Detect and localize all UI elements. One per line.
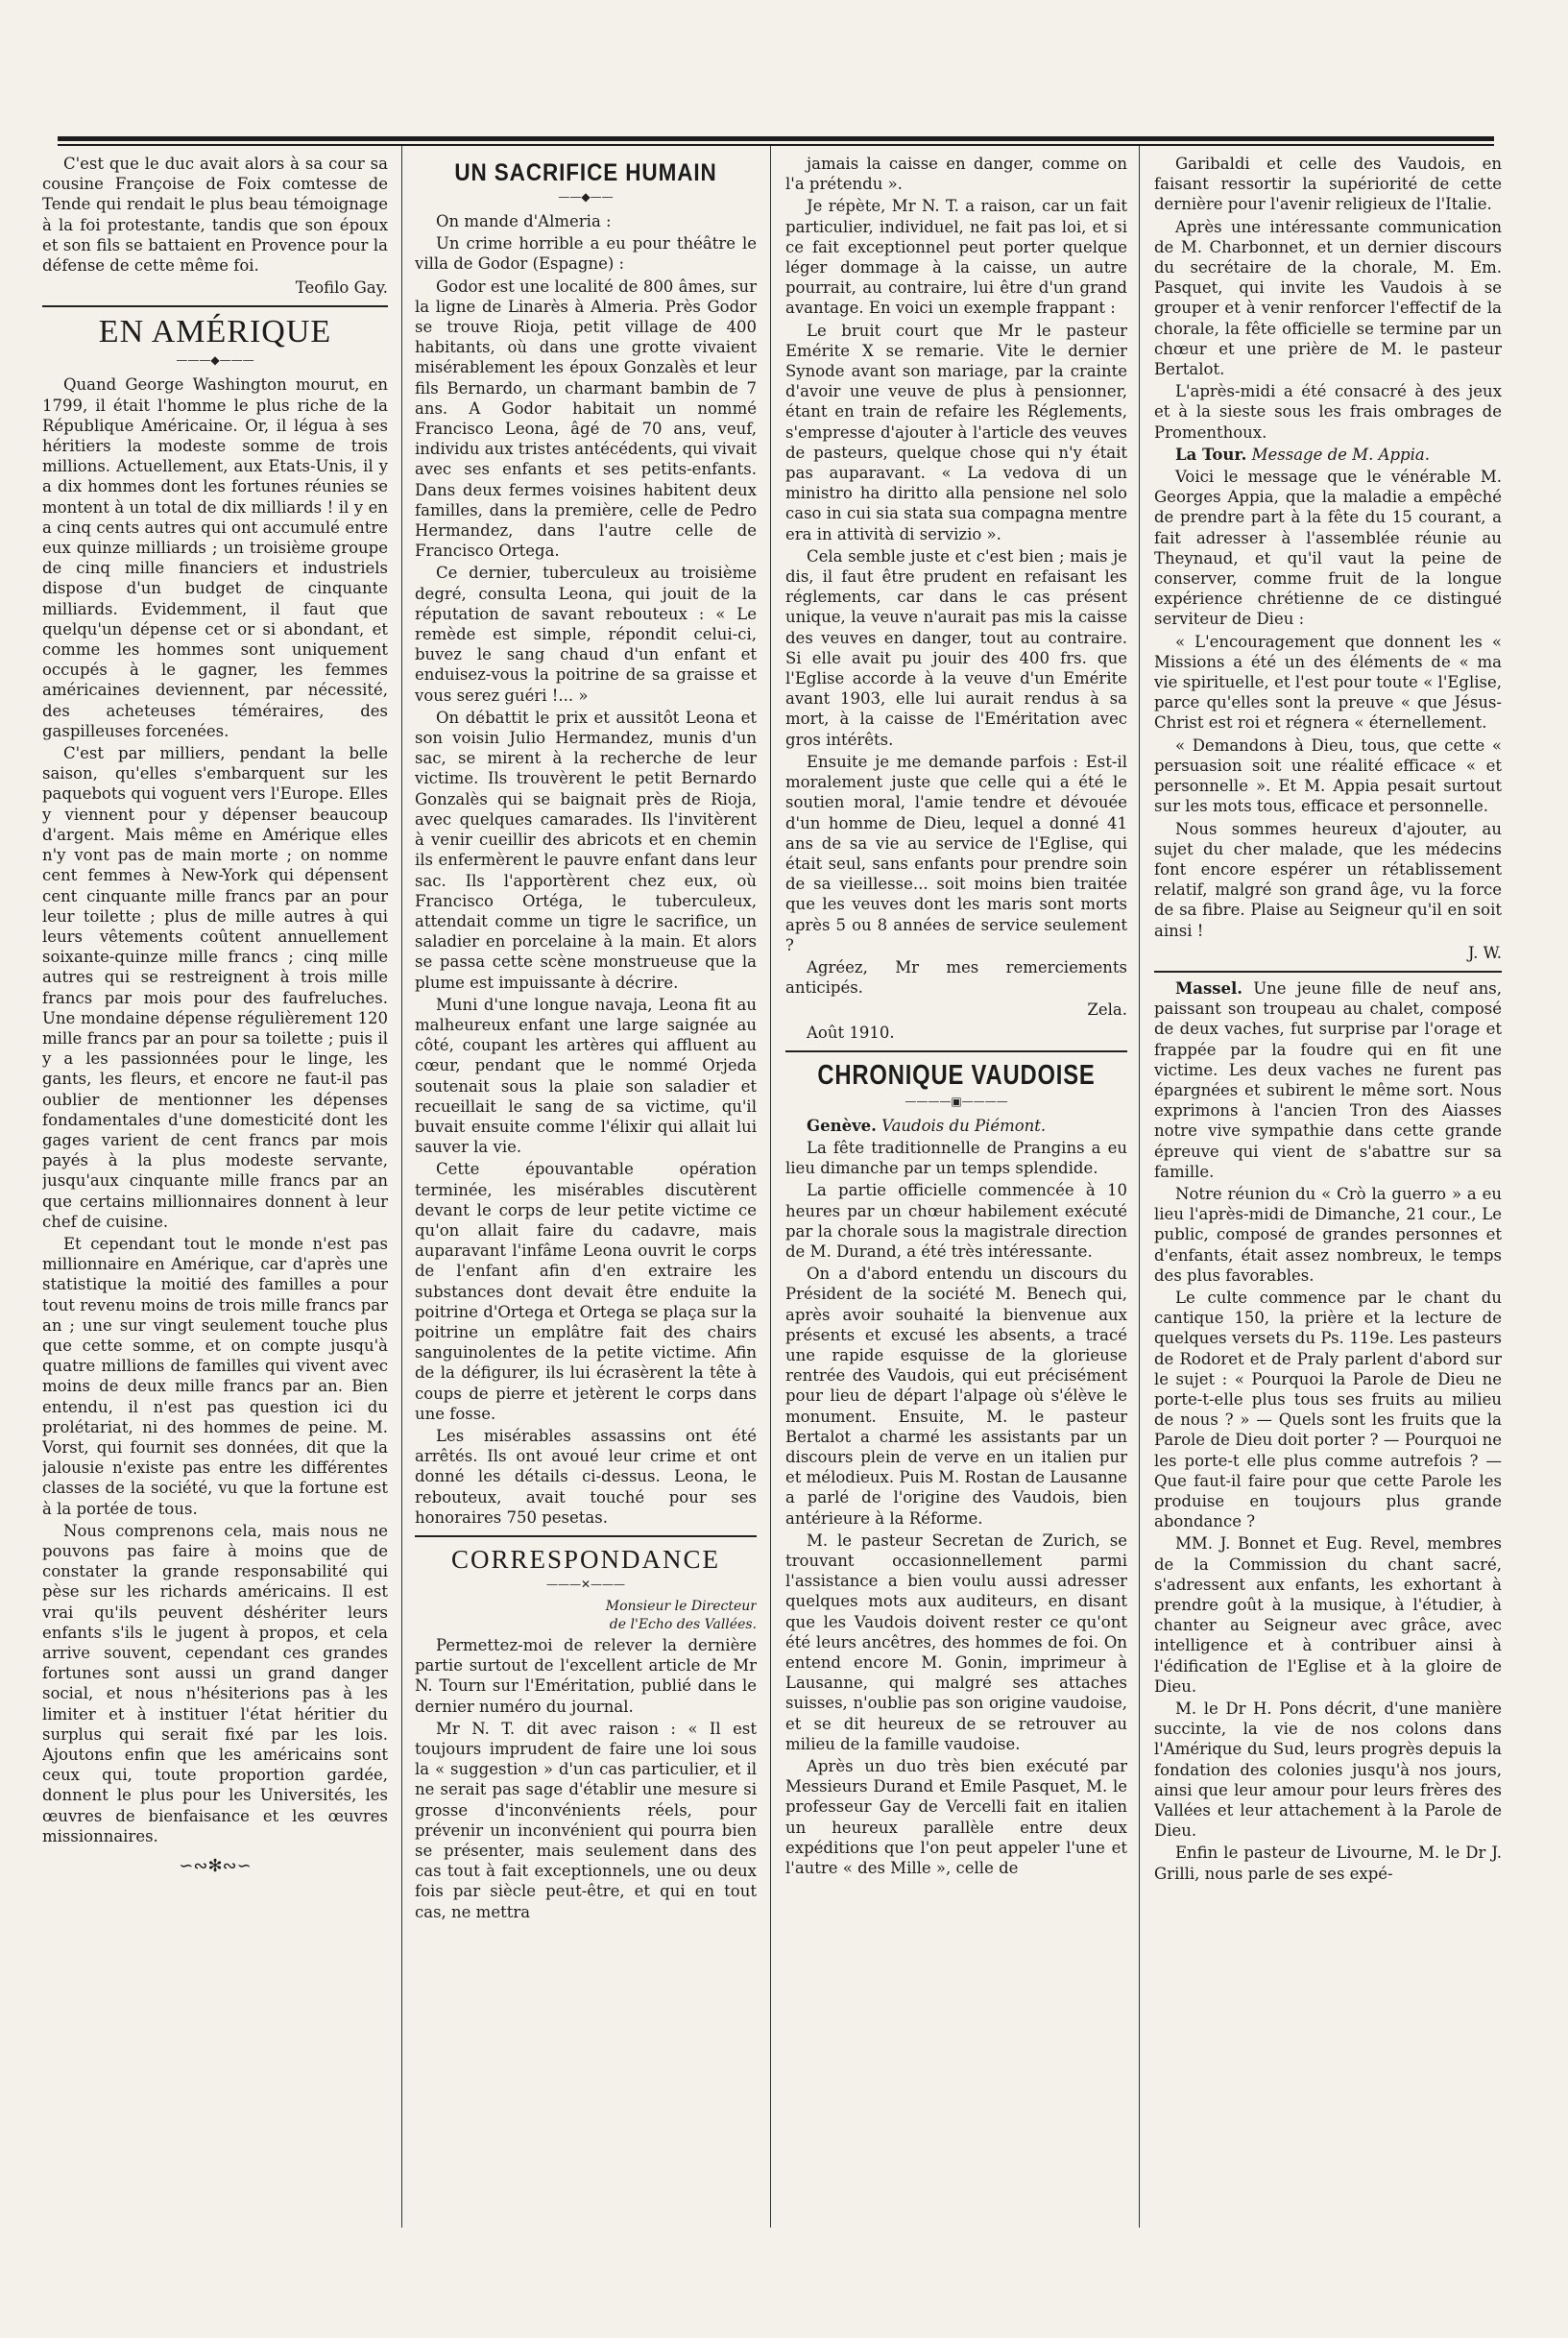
article-paragraph: « L'encouragement que donnent les « Missions a été un des éléments de « ma vie spirituelle, et l'est pour toute « l'Eglise, parce qu'elles sont la preuve « que Jésus-Christ est roi et régnera « éternellement. [1154,632,1502,733]
addressee-line: de l'Echo des Vallées. [609,1617,757,1632]
article-paragraph: Ce dernier, tuberculeux au troisième degré, consulta Leona, qui jouit de la réputation de savant rebouteux : « Le remède est simple, répondit celui-ci, buvez le sang chaud d'un enfant et enduisez-vous la poitrine de sa graisse et vous serez guéri !... » [415,564,757,705]
article-paragraph: Agréez, Mr mes remerciements anticipés. [785,957,1127,998]
column-divider [1139,146,1140,2228]
article-paragraph [785,1116,1127,1136]
title-ornament: ——◆—— [558,190,614,204]
end-ornament: ∽∾✻∾∽ [179,1856,252,1877]
section-separator [415,1535,757,1537]
article-paragraph: Godor est une localité de 800 âmes, sur la ligne de Linarès à Almeria. Près Godor se trouve Rioja, petit village de 400 habitants, où dans une grotte vivaient misérablement les époux Gonzalès et leur fils Bernardo, un charmant bambin de 7 ans. A Godor habitait un nommé Francisco Leona, âgé de 70 ans, veuf, individu aux tristes antécédents, qui vivait avec ses enfants et ses petits-enfants. Dans deux fermes voisines habitent deux familles, dans la première, celle de Pedro Hermandez, dans l'autre celle de Francisco Ortega. [415,277,757,561]
article-paragraph: Garibaldi et celle des Vaudois, en faisant ressortir la supériorité de cette dernière pour l'avenir religieux de l'Italie. [1154,155,1502,214]
column-1 [42,154,388,2218]
article-paragraph [1154,978,1502,1182]
article-paragraph: Muni d'une longue navaja, Leona fit au malheureux enfant une large saignée au côté, coupant les artères qui affluent au cœur, pendant que le nommé Orjeda soutenait sous la plaie son saladier et recueillait le sang de sa victime, qu'il buvait ensuite comme l'élixir qui allait lui sauver la vie. [415,995,757,1157]
section-separator [785,1050,1127,1052]
article-paragraph [1154,445,1502,465]
top-rule-thick [58,136,1494,141]
letter-date: Août 1910. [807,1023,895,1042]
article-paragraph: On débattit le prix et aussitôt Leona et son voisin Julio Hermandez, munis d'un sac, se mirent à la recherche de leur victime. Ils trouvèrent le petit Bernardo Gonzalès qui se baignait près de Rioja, avec quelques camarades. Ils l'invitèrent à venir cueillir des abricots et en chemin ils enfermèrent le pauvre enfant dans leur sac. Ils l'apportèrent chez eux, où Francisco Ortéga, le tuberculeux, attendait comme un tigre le sacrifice, un saladier en porcelaine à la main. Et alors se passa cette scène monstrueuse que la plume est impuissante à décrire. [415,708,757,992]
section-separator [42,305,388,307]
article-paragraph: Ensuite je me demande parfois : Est-il moralement juste que celle qui a été le soutien moral, l'amie tendre et dévouée d'un homme de Dieu, lequel a donné 41 ans de sa vie au service de l'Eglise, qui était seul, sans enfants pour prendre soin de sa vieillesse... soit moins bien traitée que les veuves dont les maris sont morts après 5 ou 8 années de service seulement ? [785,752,1127,954]
column-3 [785,154,1127,2218]
article-paragraph: Quand George Washington mourut, en 1799, il était l'homme le plus riche de la République Américaine. Or, il légua à ses héritiers la modeste somme de trois millions. Actuellement, aux Etats-Unis, il y a dix hommes dont les fortunes réunies se montent à un total de dix milliards ! il y en a cinq cents autres qui ont accumulé entre eux quinze milliards ; un troisième groupe de cinq mille financiers et industriels dispose d'un budget de cinquante milliards. Evidemment, il faut que quelqu'un dépense cet or si abondant, et comme les hommes sont uniquement occupés à le gagner, les femmes américaines deviennent, par nécessité, des acheteuses téméraires, des gaspilleuses forcenées. [42,375,388,740]
article-paragraph: jamais la caisse en danger, comme on l'a prétendu ». [785,155,1127,194]
title-ornament: ———◆——— [176,353,254,368]
article-title-chronique-vaudoise: CHRONIQUE VAUDOISE [817,1059,1096,1091]
place-name: Genève. [807,1116,877,1135]
addressee-line: Monsieur le Directeur [605,1599,757,1614]
column-divider [770,146,771,2228]
article-paragraph: C'est par milliers, pendant la belle saison, qu'elles s'embarquent sur les paquebots qui voguent vers l'Europe. Elles y viennent pour y dépenser beaucoup d'argent. Mais même en Amérique elles n'y vont pas de main morte ; on nomme cent femmes à New-York qui dépensent cent cinquante mille francs par an pour leur toilette ; plus de mille autres à qui leurs vêtements coûtent annuellement soixante-quinze mille francs ; cinq mille autres qui se restreignent à trois mille francs par mois pour des faufreluches. Une mondaine dépense régulièrement 120 mille francs par an pour sa toilette ; puis il y a les passionnées pour le linge, les gants, les fleurs, et encore ne faut-il pas oublier de mentionner les dépenses fondamentales d'une domesticité dont les gages varient de cent francs par mois payés à la plus modeste servante, jusqu'aux cinquante mille francs par an que certains millionnaires donnent à leur chef de cuisine. [42,744,388,1231]
article-title-en-amerique: EN AMÉRIQUE [98,314,332,350]
column-4 [1154,154,1502,2218]
column-divider [401,146,402,2228]
article-paragraph: Voici le message que le vénérable M. Georges Appia, que la maladie a empêché de prendre part à la fête du 15 courant, a fait adresser à l'assemblée réunie au Theynaud, et qu'il vaut la peine de conserver, comme fruit de la longue expérience chrétienne de ce distingué serviteur de Dieu : [1154,468,1502,629]
article-paragraph: « Demandons à Dieu, tous, que cette « persuasion soit une réalité efficace « et personnelle ». Et M. Appia pesait surtout sur les mots tous, efficace et personnelle. [1154,735,1502,816]
place-name: Massel. [1175,978,1243,998]
author-signature: Teofilo Gay. [295,278,388,298]
article-paragraph: MM. J. Bonnet et Eug. Revel, membres de la Commission du chant sacré, s'adressent aux enfants, les exhortant à prendre goût à la musique, à l'étudier, à chanter au Seigneur avec grâce, avec intelligence et à contribuer ainsi à l'édification de l'Eglise et à la gloire de Dieu. [1154,1534,1502,1696]
article-title-sacrifice-humain: UN SACRIFICE HUMAIN [454,159,717,186]
article-paragraph: Après une intéressante communication de M. Charbonnet, et un dernier discours du secrétaire de la chorale, M. Em. Pasquet, qui invite les Vaudois à se grouper et à venir renforcer l'effectif de la chorale, la fête officielle se termine par un chœur et une prière de M. le pasteur Bertalot. [1154,217,1502,379]
top-rule-thin [58,144,1494,146]
title-ornament: ———✕——— [545,1578,626,1591]
article-paragraph: Le bruit court que Mr le pasteur Emérite X se remarie. Vite le dernier Synode avant son mariage, par la crainte d'avoir une veuve de plus à pensionner, étant en train de refaire les Réglements, s'empresse d'ajouter à l'article des veuves de pasteurs, quelque chose qui n'y était pas auparavant. « La vedova di un ministro ha diritto alla pensione nel solo caso in cui sia stata sua compagna mentre era in attività di servizio ». [785,321,1127,543]
column-2 [415,154,757,2218]
article-paragraph: Je répète, Mr N. T. a raison, car un fait particulier, individuel, ne fait pas loi, et si ce fait exceptionnel peut porter quelque léger dommage à la caisse, un autre pourrait, au contraire, lui être d'un grand avantage. En voici un exemple frappant : [785,197,1127,318]
article-paragraph: Notre réunion du « Crò la guerro » a eu lieu l'après-midi de Dimanche, 21 cour., Le public, composé de grandes personnes et d'enfants, était assez nombreux, le temps des plus favorables. [1154,1184,1502,1285]
article-paragraph: La fête traditionnelle de Prangins a eu lieu dimanche par un temps splendide. [785,1138,1127,1178]
article-title-correspondance: CORRESPONDANCE [450,1545,721,1574]
article-paragraph: Nous sommes heureux d'ajouter, au sujet du cher malade, que les médecins font encore espérer un rétablissement relatif, malgré son grand âge, vu la force de sa fibre. Plaise au Seigneur qu'il en soit ainsi ! [1154,819,1502,940]
article-paragraph: Cela semble juste et c'est bien ; mais je dis, il faut être prudent en refaisant les réglements, car dans le cas présent unique, la veuve n'aurait pas mis la caisse des veuves en danger, tout au contraire. Si elle avait pu jouir des 400 frs. que l'Eglise accorde à la veuve d'un Emérite avant 1903, elle lui aurait rendus à sa mort, à la caisse de l'Eméritation avec gros intérêts. [785,546,1127,749]
article-paragraph: La partie officielle commencée à 10 heures par un chœur habilement exécuté par la chorale sous la magistrale direction de M. Durand, a été très intéressante. [785,1181,1127,1261]
article-paragraph: Un crime horrible a eu pour théâtre le villa de Godor (Espagne) : [415,234,757,274]
article-paragraph: Cette épouvantable opération terminée, les misérables discutèrent devant le corps de leur petite victime ce qu'on allait faire du cadavre, mais auparavant l'infâme Leona ouvrit le corps de l'enfant afin d'en extraire les substances dont devait être enduite la poitrine d'Ortega et Ortega se plaça sur la poitrine un emplâtre fait des chairs sanguinolentes de la petite victime. Afin de la défigurer, ils lui écrasèrent la tête à coups de pierre et jetèrent le corps dans une fosse. [415,1160,757,1423]
article-paragraph: On a d'abord entendu un discours du Président de la société M. Benech qui, après avoir souhaité la bienvenue aux présents et excusé les absents, a tracé une rapide esquisse de la glorieuse rentrée des Vaudois, qui eut précisément pour lieu de départ l'alpage où s'élève le monument. Ensuite, M. le pasteur Bertalot a charmé les assistants par un discours plein de verve en un italien pur et mélodieux. Puis M. Rostan de Lausanne a parlé de l'origine des Vaudois, bien antérieure à la Réforme. [785,1265,1127,1528]
author-signature: Zela. [1087,1000,1127,1020]
article-paragraph: M. le Dr H. Pons décrit, d'une manière succinte, la vie de nos colons dans l'Amérique du Sud, leurs progrès depuis la fondation des colonies jusqu'à nos jours, ainsi que leur amour pour leurs frères des Vallées et leur attachement à la Parole de Dieu. [1154,1699,1502,1841]
article-paragraph: On mande d'Almeria : [436,212,612,230]
article-paragraph: Enfin le pasteur de Livourne, M. le Dr J. Grilli, nous parle de ses expé- [1154,1844,1502,1883]
section-subtitle: Message de M. Appia. [1251,445,1430,464]
article-paragraph: Le culte commence par le chant du cantique 150, la prière et la lecture de quelques versets du Ps. 119e. Les pasteurs de Rodoret et de Praly parlent d'abord sur le sujet : « Pourquoi la Parole de Dieu ne porte-t-elle plus tous ses fruits au milieu de nous ? » — Quels sont les fruits que la Parole de Dieu doit porter ? — Pourquoi ne les porte-t elle plus comme autrefois ? — Que faut-il faire pour que cette Parole les produise en toujours plus grande abondance ? [1154,1288,1502,1531]
section-separator [1154,971,1502,973]
article-paragraph: M. le pasteur Secretan de Zurich, se trouvant occasionnellement parmi l'assistance a bien voulu aussi adresser quelques mots aux auditeurs, en disant que les Vaudois doivent rester ce qu'ont été leurs ancêtres, des hommes de foi. On entend encore M. Gonin, imprimeur à Lausanne, qui malgré ses attaches suisses, n'oublie pas son origine vaudoise, et se dit heureux de se retrouver au milieu de la famille vaudoise. [785,1531,1127,1753]
article-paragraph: L'après-midi a été consacré à des jeux et à la sieste sous les frais ombrages de Promenthoux. [1154,382,1502,442]
section-subtitle: Vaudois du Piémont. [881,1116,1047,1135]
article-paragraph: C'est que le duc avait alors à sa cour sa cousine Françoise de Foix comtesse de Tende qui rendait le plus beau témoignage à la foi protestante, tandis que son époux et son fils se battaient en Provence pour la défense de cette même foi. [42,155,388,276]
article-paragraph: Et cependant tout le monde n'est pas millionnaire en Amérique, car d'après une statistique la moitié des familles a pour tout revenu moins de trois mille francs par an ; une sur vingt seulement touche plus que cette somme, et on compte jusqu'à quatre millions de familles qui vivent avec moins de deux mille francs par an. Bien entendu, il n'est pas question ici du prolétariat, ni des hommes de peine. M. Vorst, qui fournit ses données, dit que la jalousie n'existe pas entre les différentes classes de la société, vu que la fortune est à la portée de tous. [42,1234,388,1518]
article-paragraph: Nous comprenons cela, mais nous ne pouvons pas faire à moins que de constater la grande responsabilité qui pèse sur les richards américains. Il est vrai qu'ils peuvent déshériter leurs enfants s'ils le jugent à propos, et cela arrive souvent, cependant ces grandes fortunes sont aussi un grand danger social, et nous n'hésiterions pas à les limiter et à instituer l'état héritier du surplus qui serait fixé par les lois. Ajoutons enfin que les américains sont ceux qui, toute proportion gardée, donnent le plus pour les Universités, les œuvres de bienfaisance et les œuvres missionnaires. [42,1521,388,1845]
article-paragraph: Après un duo très bien exécuté par Messieurs Durand et Emile Pasquet, M. le professeur Gay de Vercelli fait en italien un heureux parallèle entre deux expéditions que l'on peut appeler l'une et l'autre « des Mille », celle de [785,1757,1127,1878]
article-paragraph: Les misérables assassins ont été arrêtés. Ils ont avoué leur crime et ont donné les détails ci-dessus. Leona, le rebouteux, avait touché pour ses honoraires 750 pesetas. [415,1426,757,1527]
article-paragraph: Mr N. T. dit avec raison : « Il est toujours imprudent de faire une loi sous la « suggestion » d'un cas particulier, et il ne serait pas sage d'établir une mesure si grosse d'inconvénients réels, pour prévenir un inconvénient qui pourra bien se présenter, mais seulement dans des cas tout à fait exceptionnels, une ou deux fois par siècle peut-être, et qui en tout cas, ne mettra [415,1719,757,1921]
author-signature: J. W. [1467,943,1502,962]
place-name: La Tour. [1175,445,1247,464]
paragraph-text: Une jeune fille de neuf ans, paissant son troupeau au chalet, composé de deux vaches, fut surprise par l'orage et frappée par la foudre qui en fit une victime. Les deux vaches ne furent pas épargnées et subirent le même sort. Nous exprimons à l'ancien Tron des Aiasses notre vive sympathie dans cette grande épreuve qui vient de s'abattre sur sa famille. [1154,978,1502,1181]
article-paragraph: Permettez-moi de relever la dernière partie surtout de l'excellent article de Mr N. Tourn sur l'Eméritation, publié dans le dernier numéro du journal. [415,1636,757,1716]
title-ornament: ————▣———— [905,1094,1008,1108]
